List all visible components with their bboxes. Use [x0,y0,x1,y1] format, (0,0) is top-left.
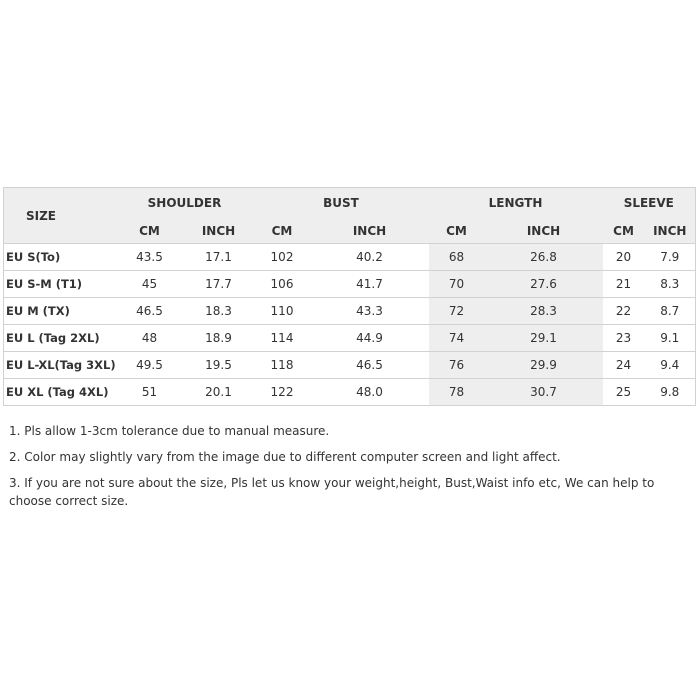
value-cell: 26.8 [485,244,603,271]
value-cell: 18.9 [184,325,254,352]
size-cell: EU L-XL(Tag 3XL) [4,352,116,379]
value-cell: 9.4 [645,352,696,379]
value-cell: 8.3 [645,271,696,298]
value-cell: 114 [254,325,311,352]
value-cell: 44.9 [311,325,429,352]
value-cell: 21 [603,271,645,298]
note-color: 2. Color may slightly vary from the image due to different computer screen and light affect. [9,450,561,464]
bust-header: BUST [254,188,429,219]
value-cell: 7.9 [645,244,696,271]
shoulder-header: SHOULDER [116,188,254,219]
unit-header: CM [116,218,184,244]
value-cell: 118 [254,352,311,379]
value-cell: 24 [603,352,645,379]
unit-header: INCH [485,218,603,244]
value-cell: 43.3 [311,298,429,325]
value-cell: 8.7 [645,298,696,325]
value-cell: 76 [429,352,485,379]
table-row [4,352,696,379]
table-row [4,379,696,406]
value-cell: 70 [429,271,485,298]
value-cell: 122 [254,379,311,406]
table-row [4,298,696,325]
unit-header: INCH [645,218,696,244]
size-cell: EU M (TX) [4,298,116,325]
value-cell: 110 [254,298,311,325]
unit-header: CM [603,218,645,244]
value-cell: 49.5 [116,352,184,379]
value-cell: 20 [603,244,645,271]
note-tolerance: 1. Pls allow 1-3cm tolerance due to manual measure. [9,424,330,438]
value-cell: 9.1 [645,325,696,352]
value-cell: 30.7 [485,379,603,406]
value-cell: 9.8 [645,379,696,406]
value-cell: 17.7 [184,271,254,298]
table-row [4,325,696,352]
sleeve-header: SLEEVE [603,188,696,219]
notes-section [9,422,689,518]
unit-header: INCH [311,218,429,244]
value-cell: 48 [116,325,184,352]
value-cell: 68 [429,244,485,271]
value-cell: 17.1 [184,244,254,271]
value-cell: 29.9 [485,352,603,379]
value-cell: 22 [603,298,645,325]
value-cell: 20.1 [184,379,254,406]
length-header: LENGTH [429,188,603,219]
unit-header: INCH [184,218,254,244]
value-cell: 46.5 [116,298,184,325]
size-cell: EU S(To) [4,244,116,271]
size-cell: EU S-M (T1) [4,271,116,298]
value-cell: 19.5 [184,352,254,379]
value-cell: 51 [116,379,184,406]
value-cell: 43.5 [116,244,184,271]
size-cell: EU XL (Tag 4XL) [4,379,116,406]
value-cell: 102 [254,244,311,271]
table-row [4,271,696,298]
value-cell: 45 [116,271,184,298]
value-cell: 18.3 [184,298,254,325]
value-cell: 78 [429,379,485,406]
value-cell: 48.0 [311,379,429,406]
value-cell: 27.6 [485,271,603,298]
size-table [3,187,696,406]
value-cell: 25 [603,379,645,406]
table-row [4,244,696,271]
value-cell: 72 [429,298,485,325]
unit-header: CM [254,218,311,244]
header-row-groups [4,188,696,219]
value-cell: 28.3 [485,298,603,325]
size-cell: EU L (Tag 2XL) [4,325,116,352]
value-cell: 41.7 [311,271,429,298]
value-cell: 29.1 [485,325,603,352]
size-chart [3,187,695,408]
value-cell: 106 [254,271,311,298]
value-cell: 74 [429,325,485,352]
unit-header: CM [429,218,485,244]
value-cell: 23 [603,325,645,352]
value-cell: 46.5 [311,352,429,379]
value-cell: 40.2 [311,244,429,271]
size-header: SIZE [4,188,116,244]
note-size-help: 3. If you are not sure about the size, Pls let us know your weight,height, Bust,Waist info etc, We can help to choose correct size. [9,476,655,508]
